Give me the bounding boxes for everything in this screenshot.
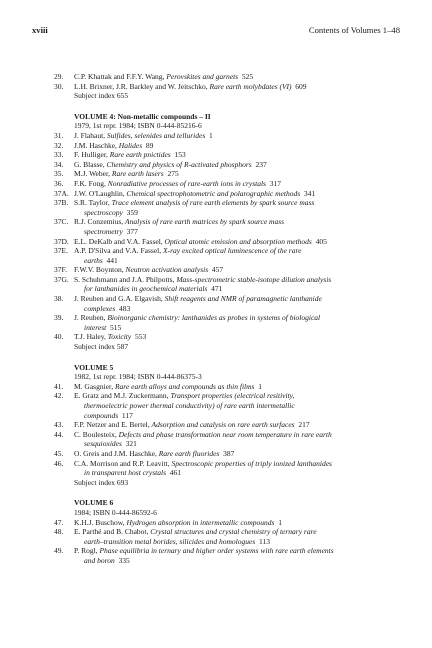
entry-number: 35. <box>54 169 64 179</box>
entry-page: 483 <box>118 303 131 313</box>
entry-authors: E. Gratz and M.J. Zuckermann, <box>74 391 169 401</box>
entry-authors: K.H.J. Buschow, <box>74 517 125 527</box>
contents-entry <box>54 82 400 92</box>
entry-page: 553 <box>134 332 147 342</box>
entry-title: Rare earth fluorides <box>158 448 220 458</box>
entry-authors: G. Blasse, <box>74 159 105 169</box>
entry-authors: A.P. D'Silva and V.A. Fassel, <box>74 246 162 256</box>
volume-info: 1979, 1st repr. 1984; ISBN 0-444-85216-6 <box>74 121 202 131</box>
entry-page: 237 <box>255 159 267 169</box>
entry-authors: C. Boulesteix, <box>74 429 117 439</box>
entry-number: 34. <box>54 159 64 169</box>
subject-index: Subject index 693 <box>74 477 129 487</box>
contents-entry <box>54 131 400 141</box>
entry-page: 441 <box>106 255 118 265</box>
entry-authors: J. Reuben and G.A. Elgavish, <box>74 294 163 304</box>
entry-title-continued: and boron <box>84 555 115 565</box>
entry-title: Hydrogen absorption in intermetallic compounds <box>126 517 275 527</box>
entry-page: 1 <box>278 517 282 527</box>
entry-authors: M. Gasgnier, <box>74 381 114 391</box>
entry-page: 113 <box>259 536 270 546</box>
entry-page: 317 <box>269 178 281 188</box>
entry-number: 37F. <box>54 265 67 275</box>
entry-title: Halides <box>118 140 143 150</box>
entry-page: 321 <box>125 439 137 449</box>
contents-entry <box>54 459 400 478</box>
entry-number: 43. <box>54 420 64 430</box>
entry-title-continued: sesquioxides <box>84 439 122 449</box>
entry-title: Crystal structures and crystal chemistry of ternary rare <box>150 527 317 537</box>
entry-authors: F.K. Fong, <box>74 178 106 188</box>
entry-authors: R.J. Conzemius, <box>74 217 124 227</box>
entry-title: Sulfides, selenides and tellurides <box>106 130 206 140</box>
entry-authors: S. Schuhmann and J.A. Philpotts, <box>74 274 175 284</box>
entry-number: 46. <box>54 458 64 468</box>
contents-entry <box>54 527 400 546</box>
entry-authors: S.R. Taylor, <box>74 198 110 208</box>
entry-page: 461 <box>169 468 182 478</box>
page-number: xviii <box>32 25 48 35</box>
contents-entry <box>54 72 400 82</box>
entry-number: 37C. <box>54 217 69 227</box>
entry-page: 217 <box>298 420 310 430</box>
entry-title-continued: complexes <box>84 303 116 313</box>
entry-page: 471 <box>211 284 223 294</box>
contents-entry <box>54 275 400 294</box>
entry-authors: J.W. O'Laughlin, <box>74 188 125 198</box>
entry-number: 29. <box>54 72 64 81</box>
entry-number: 44. <box>54 429 64 439</box>
entry-number: 36. <box>54 178 64 188</box>
entry-title: Perovskites and garnets <box>166 72 239 81</box>
entry-title: Bioinorganic chemistry: lanthanides as probes in systems of biological <box>107 313 321 323</box>
entry-title: Transport properties (electrical resitivity, <box>170 391 295 401</box>
entry-number: 38. <box>54 294 64 304</box>
entry-page: 377 <box>126 226 138 236</box>
entry-page: 1 <box>258 381 262 391</box>
entry-authors: F. Hulliger, <box>74 150 108 160</box>
entry-page: 405 <box>315 236 327 246</box>
volume-heading: VOLUME 5 <box>74 362 114 372</box>
volume-info: 1984; ISBN 0-444-86592-6 <box>74 507 157 517</box>
entry-number: 30. <box>54 81 64 91</box>
entry-page: 1 <box>209 130 213 140</box>
contents-entry <box>54 449 400 459</box>
subject-index: Subject index 655 <box>74 91 129 101</box>
contents-entry <box>54 179 400 189</box>
volume-info: 1982, 1st repr. 1984; ISBN 0-444-86375-3 <box>74 372 202 382</box>
contents-entry <box>54 332 400 342</box>
entry-title: Rare earth molybdates (VI) <box>209 81 292 91</box>
entry-title: Defects and phase transformation near room temperature in rare earth <box>118 429 332 439</box>
contents-entry <box>54 313 400 332</box>
entry-page: 609 <box>295 81 307 91</box>
entry-number: 45. <box>54 448 64 458</box>
entry-number: 37E. <box>54 246 68 256</box>
entry-title-continued: in transparent host crystals <box>84 468 167 478</box>
entry-authors: E. Parthé and B. Chabot, <box>74 527 149 537</box>
entry-authors: E.L. DeKalb and V.A. Fassel, <box>74 236 163 246</box>
entry-title: Shift reagents and NMR of paramagnetic lanthanide <box>164 294 322 304</box>
contents-entry <box>54 246 400 265</box>
entry-page: 117 <box>121 410 133 420</box>
contents-entry <box>54 382 400 392</box>
section-spacer <box>54 101 400 112</box>
entry-page: 525 <box>241 72 254 81</box>
entry-title-continued: spectroscopy <box>84 207 123 217</box>
page-header <box>32 25 400 41</box>
entry-number: 42. <box>54 391 64 401</box>
entry-title: Mass-spectrometric stable-isotope dilution analysis <box>176 274 332 284</box>
entry-authors: O. Greis and J.M. Haschke, <box>74 448 157 458</box>
contents-entry <box>54 430 400 449</box>
entry-page: 457 <box>211 265 224 275</box>
entry-authors: T.J. Haley, <box>74 332 106 342</box>
entry-number: 40. <box>54 332 64 342</box>
entry-title: Phase equilibria in ternary and higher order systems with rare earth elements <box>99 546 334 556</box>
entry-title: Toxicity <box>107 332 132 342</box>
entry-title: Spectroscopic properties of triply ionized lanthanides <box>171 458 332 468</box>
entry-authors: J. Flahaut, <box>74 130 106 140</box>
entry-title: Neutron activation analysis <box>125 265 209 275</box>
entry-number: 37G. <box>54 274 69 284</box>
entry-number: 37B. <box>54 198 69 208</box>
entry-title: Chemistry and physics of R-activated phosphors <box>106 159 252 169</box>
entry-page: 515 <box>109 322 122 332</box>
entry-authors: J.M. Haschke, <box>74 140 117 150</box>
entry-number: 37A. <box>54 188 69 198</box>
entry-title-continued: for lanthanides in geochemical materials <box>84 284 208 294</box>
entry-number: 49. <box>54 546 64 556</box>
entry-authors: C.A. Morrison and R.P. Leavitt, <box>74 458 170 468</box>
entry-authors: F.W.V. Boynton, <box>74 265 124 275</box>
entry-title-continued: thermoelectric power thermal conductivity) of rare earth intermetallic <box>84 401 295 410</box>
entry-authors: F.P. Netzer and E. Bertel, <box>74 420 150 430</box>
contents-entry <box>54 420 400 430</box>
running-title: Contents of Volumes 1–48 <box>308 25 400 35</box>
entry-title: Adsorption and catalysis on rare earth surfaces <box>151 420 295 430</box>
entry-title-continued: compounds <box>84 410 119 420</box>
entry-number: 48. <box>54 527 64 537</box>
entry-page: 89 <box>145 140 154 150</box>
entry-number: 31. <box>54 130 64 140</box>
entry-title: Analysis of rare earth matrices by spark source mass <box>125 217 285 227</box>
entry-title: Optical atomic emission and absorption methods <box>164 236 312 246</box>
entry-number: 47. <box>54 517 64 527</box>
entry-title: Rare earth alloys and compounds as thin films <box>114 381 255 391</box>
contents-entry <box>54 546 400 565</box>
contents-entry <box>54 150 400 160</box>
entry-title: Chemical spectrophotometric and polarographic methods <box>126 188 301 198</box>
entry-title-continued: interest <box>84 322 107 332</box>
contents-entry <box>54 391 400 420</box>
entry-title: Trace element analysis of rare earth elements by spark source mass <box>111 198 315 208</box>
contents-entry <box>54 198 400 217</box>
entry-title: X-ray excited optical luminescence of the rare <box>163 246 302 256</box>
subject-index: Subject index 587 <box>74 342 129 352</box>
contents-entry <box>54 141 400 151</box>
contents-list <box>54 72 400 566</box>
entry-number: 39. <box>54 313 64 323</box>
volume-heading: VOLUME 4: Non-metallic compounds – II <box>74 111 211 121</box>
entry-page: 335 <box>118 555 130 565</box>
contents-entry <box>54 189 400 199</box>
contents-entry <box>54 294 400 313</box>
entry-title-continued: spectrometry <box>84 226 123 236</box>
volume-heading: VOLUME 6 <box>74 498 114 508</box>
entry-title-continued: earth–transition metal borides, silicides and homologues <box>84 536 256 546</box>
contents-entry <box>54 265 400 275</box>
entry-number: 32. <box>54 140 64 150</box>
entry-page: 387 <box>223 448 235 458</box>
section-spacer <box>54 352 400 363</box>
entry-title-continued: earths <box>84 255 103 265</box>
contents-entry <box>54 217 400 236</box>
contents-entry <box>54 160 400 170</box>
section-spacer <box>54 487 400 498</box>
entry-number: 37D. <box>54 236 69 246</box>
entry-authors: P. Rogl, <box>74 546 98 556</box>
entry-authors: C.P. Khattak and F.F.Y. Wang, <box>74 72 165 81</box>
contents-entry <box>54 237 400 247</box>
entry-authors: L.H. Brixner, J.R. Barkley and W. Jeitschko, <box>74 81 208 91</box>
entry-authors: M.J. Weber, <box>74 169 111 179</box>
entry-page: 341 <box>303 188 316 198</box>
entry-title: Rare earth pnictides <box>109 150 171 160</box>
entry-page: 359 <box>126 207 138 217</box>
entry-title: Nonradiative processes of rare-earth ions in crystals <box>107 178 266 188</box>
entry-number: 41. <box>54 381 64 391</box>
contents-entry <box>54 518 400 528</box>
entry-page: 153 <box>174 150 186 160</box>
entry-page: 275 <box>167 169 179 179</box>
entry-title: Rare earth lasers <box>111 169 164 179</box>
entry-number: 33. <box>54 150 64 160</box>
entry-authors: J. Reuben, <box>74 313 106 323</box>
contents-entry <box>54 169 400 179</box>
